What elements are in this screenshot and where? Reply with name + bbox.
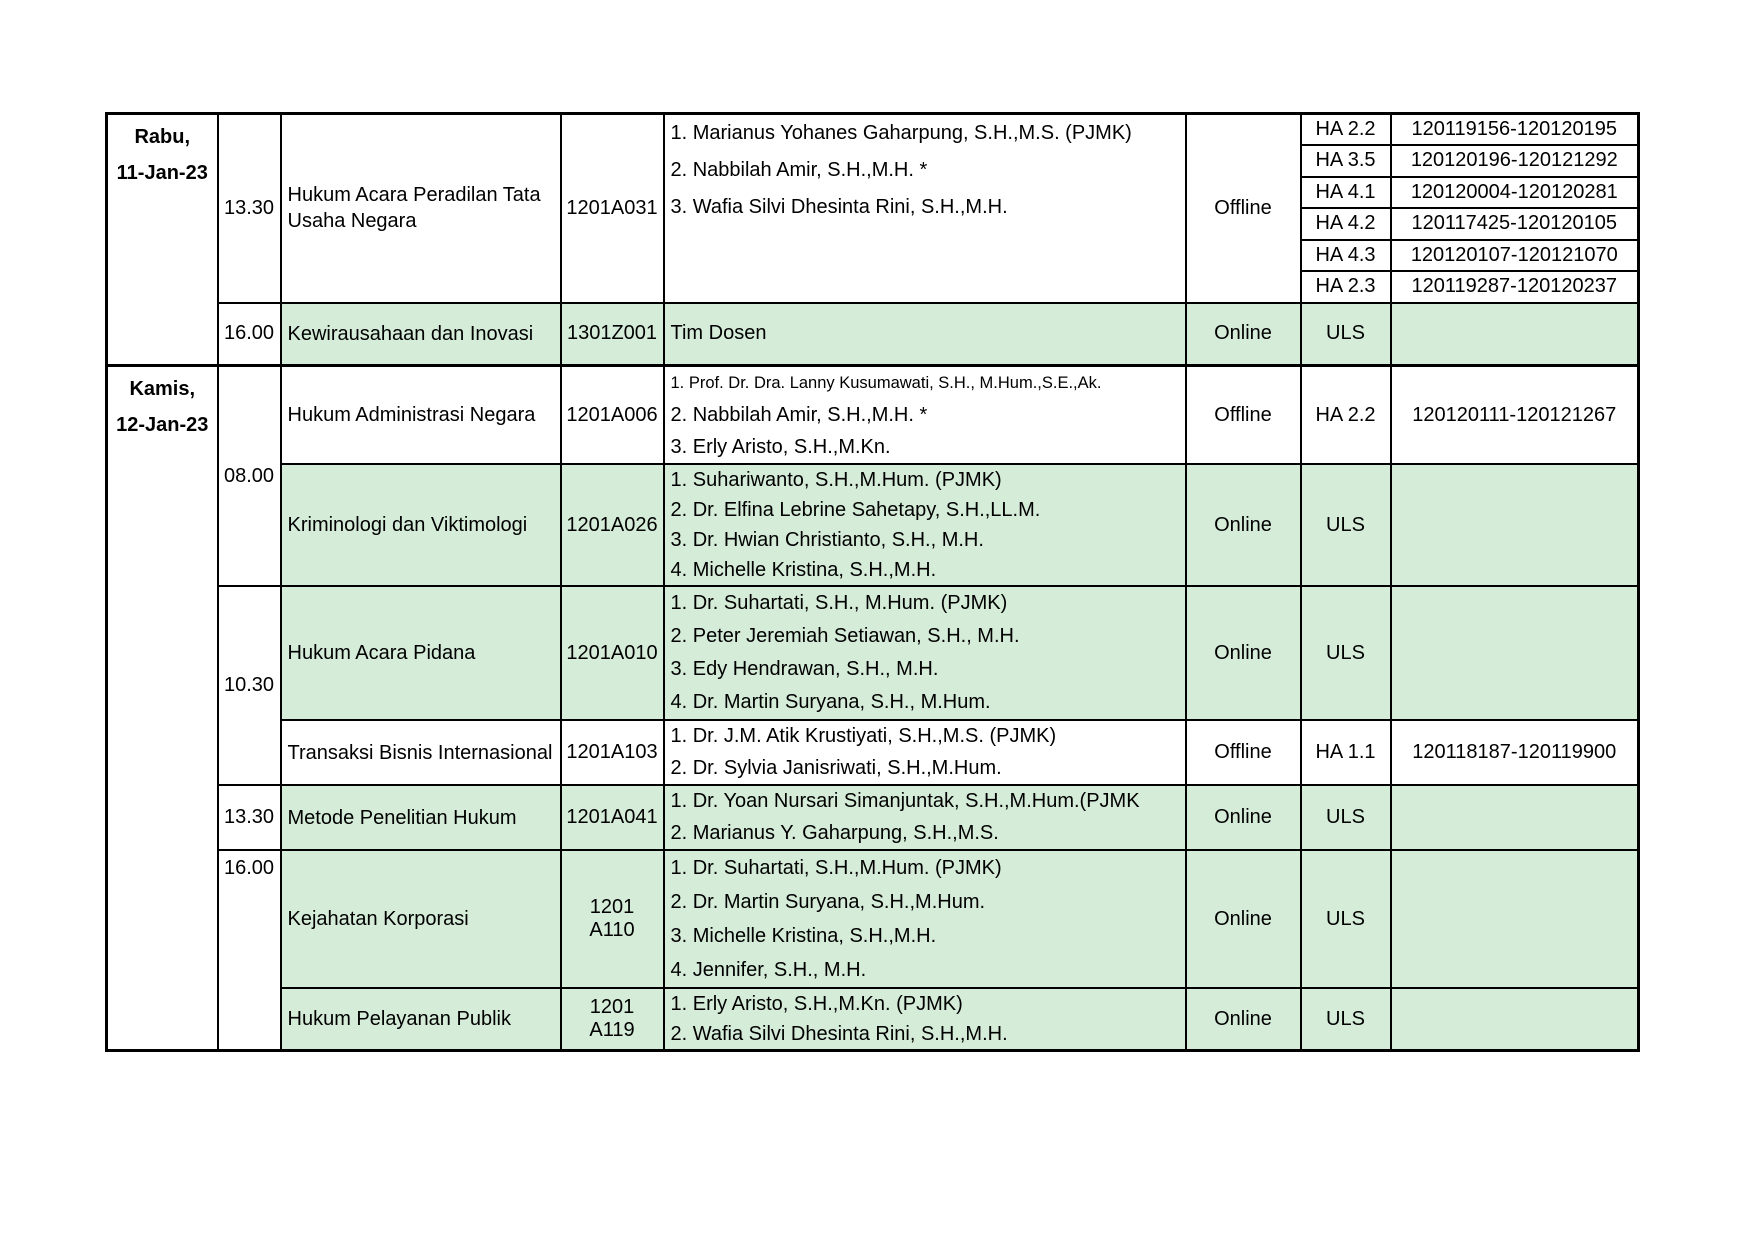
- mode-cell-pidana: Online: [1186, 586, 1301, 720]
- lecturer-line: 3. Wafia Silvi Dhesinta Rini, S.H.,M.H.: [670, 196, 1008, 218]
- time-cell-kamis-0800: 08.00: [218, 366, 281, 587]
- course-cell-pidana: Hukum Acara Pidana: [281, 586, 561, 720]
- mode-cell-kriminologi: Online: [1186, 464, 1301, 586]
- room-cell: HA 2.2: [1301, 366, 1391, 465]
- range-cell: [1391, 586, 1639, 720]
- lecturers-cell-kejahatan: [664, 850, 1186, 988]
- time-cell-rabu-1330: 13.30: [218, 114, 281, 303]
- code-cell-pidana: 1201A010: [561, 586, 664, 720]
- room-cell: ULS: [1301, 464, 1391, 586]
- room-cell: HA 4.2: [1301, 208, 1391, 240]
- lecturer-line: 3. Dr. Hwian Christianto, S.H., M.H.: [670, 529, 984, 551]
- course-cell-transaksi: Transaksi Bisnis Internasional: [281, 720, 561, 785]
- lecturer-line: 3. Michelle Kristina, S.H.,M.H.: [670, 925, 937, 947]
- lecturer-line: 3. Erly Aristo, S.H.,M.Kn.: [670, 436, 891, 458]
- lecturer-line: 2. Marianus Y. Gaharpung, S.H.,M.S.: [670, 821, 999, 844]
- mode-cell-kejahatan: Online: [1186, 850, 1301, 988]
- course-cell-kriminologi: Kriminologi dan Viktimologi: [281, 464, 561, 586]
- lecturer-line: 2. Peter Jeremiah Setiawan, S.H., M.H.: [670, 625, 1020, 647]
- range-cell: [1391, 850, 1639, 988]
- lecturer-line: 1. Marianus Yohanes Gaharpung, S.H.,M.S. (PJMK): [670, 122, 1132, 144]
- lecturer-line: 1. Prof. Dr. Dra. Lanny Kusumawati, S.H., M.Hum.,S.E.,Ak.: [670, 374, 1102, 392]
- mode-cell-pelayanan: Online: [1186, 988, 1301, 1051]
- room-cell: HA 2.2: [1301, 114, 1391, 146]
- lecturer-line: 1. Dr. Yoan Nursari Simanjuntak, S.H.,M.Hum.(PJMK: [670, 790, 1140, 812]
- lecturer-line: 2. Nabbilah Amir, S.H.,M.H. *: [670, 404, 928, 426]
- time-cell-kamis-1030: 10.30: [218, 586, 281, 785]
- lecturers-cell-kewirausahaan: [664, 303, 1186, 366]
- course-cell-metode: Metode Penelitian Hukum: [281, 785, 561, 850]
- lecturers-cell-haptun: [664, 114, 1186, 303]
- range-cell: 120120196-120121292: [1391, 145, 1639, 177]
- room-cell: HA 1.1: [1301, 720, 1391, 785]
- course-cell-haptun: Hukum Acara Peradilan Tata Usaha Negara: [281, 114, 561, 303]
- code-cell-han: 1201A006: [561, 366, 664, 465]
- lecturers-cell-han: [664, 366, 1186, 465]
- range-cell: [1391, 988, 1639, 1051]
- course-cell-kejahatan: Kejahatan Korporasi: [281, 850, 561, 988]
- mode-cell-han: Offline: [1186, 366, 1301, 465]
- day-name: Kamis,: [129, 378, 196, 400]
- day-date: 12-Jan-23: [116, 414, 209, 436]
- range-cell: [1391, 464, 1639, 586]
- exam-schedule-table: [105, 112, 1640, 1052]
- code-cell-kriminologi: 1201A026: [561, 464, 664, 586]
- range-cell: 120119156-120120195: [1391, 114, 1639, 146]
- day-name: Rabu,: [134, 126, 191, 148]
- lecturer-line: Tim Dosen: [670, 322, 767, 345]
- code-cell-metode: 1201A041: [561, 785, 664, 850]
- range-cell: 120119287-120120237: [1391, 271, 1639, 303]
- day-cell-kamis: [107, 366, 218, 1051]
- range-cell: 120117425-120120105: [1391, 208, 1639, 240]
- room-cell: HA 3.5: [1301, 145, 1391, 177]
- range-cell: [1391, 303, 1639, 366]
- room-cell: ULS: [1301, 785, 1391, 850]
- day-cell-rabu: [107, 114, 218, 366]
- lecturers-cell-metode: [664, 785, 1186, 850]
- room-cell: ULS: [1301, 988, 1391, 1051]
- course-cell-pelayanan: Hukum Pelayanan Publik: [281, 988, 561, 1051]
- lecturers-cell-transaksi: [664, 720, 1186, 785]
- room-cell: ULS: [1301, 850, 1391, 988]
- course-cell-han: Hukum Administrasi Negara: [281, 366, 561, 465]
- range-cell: 120120107-120121070: [1391, 240, 1639, 272]
- lecturer-line: 4. Jennifer, S.H., M.H.: [670, 959, 867, 981]
- lecturer-line: 4. Michelle Kristina, S.H.,M.H.: [670, 559, 937, 581]
- lecturers-cell-pidana: [664, 586, 1186, 720]
- lecturer-line: 1. Dr. Suhartati, S.H.,M.Hum. (PJMK): [670, 857, 1002, 879]
- mode-cell-haptun: Offline: [1186, 114, 1301, 303]
- lecturer-line: 1. Dr. Suhartati, S.H., M.Hum. (PJMK): [670, 592, 1008, 614]
- lecturer-line: 3. Edy Hendrawan, S.H., M.H.: [670, 658, 939, 680]
- mode-cell-transaksi: Offline: [1186, 720, 1301, 785]
- day-date: 11-Jan-23: [116, 162, 208, 184]
- mode-cell-metode: Online: [1186, 785, 1301, 850]
- code-cell-kejahatan: 1201 A110: [561, 850, 664, 988]
- lecturer-line: 1. Dr. J.M. Atik Krustiyati, S.H.,M.S. (PJMK): [670, 725, 1057, 747]
- range-cell: 120118187-120119900: [1391, 720, 1639, 785]
- range-cell: [1391, 785, 1639, 850]
- time-cell-kamis-1330: 13.30: [218, 785, 281, 850]
- lecturer-line: 2. Wafia Silvi Dhesinta Rini, S.H.,M.H.: [670, 1023, 1008, 1045]
- room-cell: HA 2.3: [1301, 271, 1391, 303]
- code-cell-pelayanan: 1201 A119: [561, 988, 664, 1051]
- code-cell-haptun: 1201A031: [561, 114, 664, 303]
- room-cell: HA 4.1: [1301, 177, 1391, 209]
- room-cell: HA 4.3: [1301, 240, 1391, 272]
- room-cell: ULS: [1301, 303, 1391, 366]
- code-cell-transaksi: 1201A103: [561, 720, 664, 785]
- course-cell-kewirausahaan: Kewirausahaan dan Inovasi: [281, 303, 561, 366]
- mode-cell-kewirausahaan: Online: [1186, 303, 1301, 366]
- lecturer-line: 2. Dr. Martin Suryana, S.H.,M.Hum.: [670, 891, 986, 913]
- code-cell-kewirausahaan: 1301Z001: [561, 303, 664, 366]
- lecturer-line: 2. Nabbilah Amir, S.H.,M.H. *: [670, 159, 928, 181]
- time-cell-rabu-1600: 16.00: [218, 303, 281, 366]
- lecturer-line: 4. Dr. Martin Suryana, S.H., M.Hum.: [670, 691, 991, 713]
- lecturers-cell-kriminologi: [664, 464, 1186, 586]
- room-cell: ULS: [1301, 586, 1391, 720]
- lecturer-line: 2. Dr. Elfina Lebrine Sahetapy, S.H.,LL.M.: [670, 499, 1041, 521]
- lecturer-line: 1. Suhariwanto, S.H.,M.Hum. (PJMK): [670, 469, 1002, 491]
- time-cell-kamis-1600: 16.00: [218, 850, 281, 1051]
- range-cell: 120120111-120121267: [1391, 366, 1639, 465]
- lecturer-line: 2. Dr. Sylvia Janisriwati, S.H.,M.Hum.: [670, 756, 1002, 779]
- lecturer-line: 1. Erly Aristo, S.H.,M.Kn. (PJMK): [670, 993, 963, 1015]
- range-cell: 120120004-120120281: [1391, 177, 1639, 209]
- lecturers-cell-pelayanan: [664, 988, 1186, 1051]
